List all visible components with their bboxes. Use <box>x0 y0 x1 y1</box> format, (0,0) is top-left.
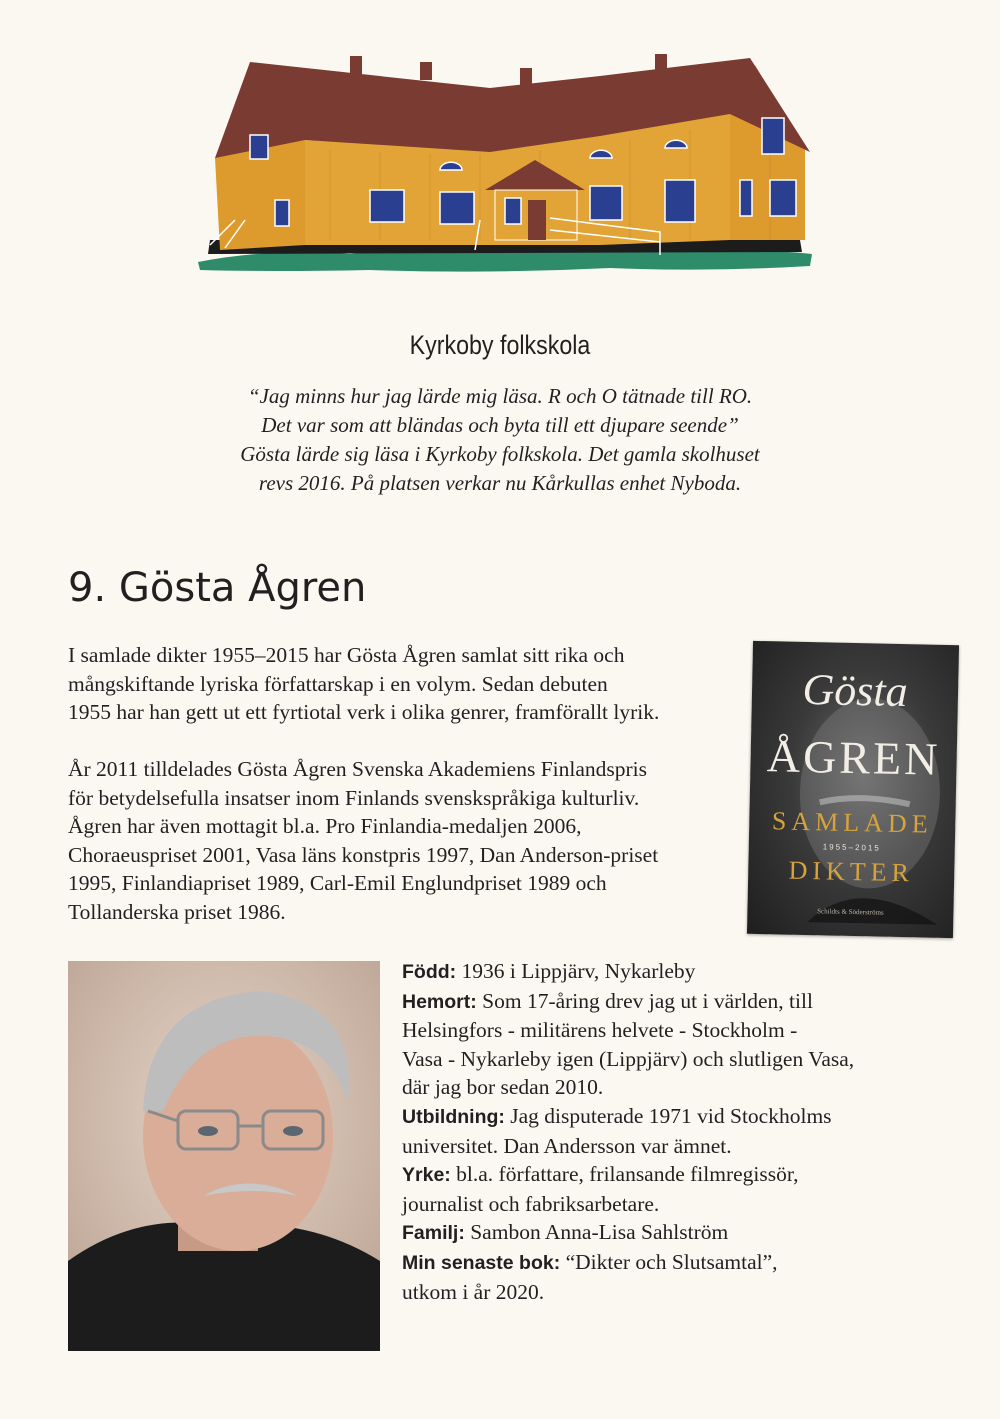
book-cover <box>747 641 959 938</box>
job-value: bl.a. författare, frilansande filmregissör, <box>450 1162 799 1187</box>
quote-line: Det var som att bländas och byta till ett djupare seende” <box>261 413 739 437</box>
home-label: Hemort: <box>402 990 477 1013</box>
job-value: journalist och fabriksarbetare. <box>402 1191 660 1216</box>
book-title-top: SAMLADE <box>771 806 933 839</box>
born-label: Född: <box>402 961 457 983</box>
caption-title: Kyrkoby folkskola <box>409 330 591 360</box>
latest-book-label: Min senaste bok: <box>402 1251 561 1274</box>
quote-line: revs 2016. På platsen verkar nu Kårkullas enhet Nyboda. <box>258 471 742 495</box>
quote-line: “Jag minns hur jag lärde mig läsa. R och O tätnade till RO. <box>247 384 753 408</box>
home-value: Som 17-åring drev jag ut i världen, till <box>476 988 813 1013</box>
latest-book-value: utkom i år 2020. <box>402 1279 545 1304</box>
family-label: Familj: <box>402 1222 465 1245</box>
paragraph-line: Tollanderska priset 1986. <box>68 899 286 924</box>
home-value: Helsingfors - militärens helvete - Stockholm - <box>402 1018 798 1043</box>
book-years: 1955–2015 <box>822 842 881 853</box>
author-portrait <box>68 961 380 1351</box>
paragraph-line: 1955 har han gett ut ett fyrtiotal verk i olika genrer, framförallt lyrik. <box>68 700 660 725</box>
awards-paragraph <box>68 755 748 927</box>
home-value: där jag bor sedan 2010. <box>402 1075 604 1100</box>
caption-quote <box>180 382 820 498</box>
quote-line: Gösta lärde sig läsa i Kyrkoby folkskola. Det gamla skolhuset <box>240 442 760 466</box>
education-label: Utbildning: <box>402 1105 505 1128</box>
book-publisher: Schildts & Söderströms <box>817 907 884 917</box>
paragraph-line: År 2011 tilldelades Gösta Ågren Svenska Akademiens Finlandspris <box>68 757 648 781</box>
paragraph-line: Choraeuspriset 2001, Vasa läns konstpris 1997, Dan Anderson-priset <box>68 842 659 867</box>
job-label: Yrke: <box>402 1164 451 1187</box>
born-value: 1936 i Lippjärv, Nykarleby <box>456 959 696 983</box>
book-author-first: Gösta <box>802 664 909 717</box>
paragraph-line: Ågren har även mottagit bl.a. Pro Finlandia-medaljen 2006, <box>68 814 582 839</box>
family-value: Sambon Anna-Lisa Sahlström <box>464 1220 729 1245</box>
paragraph-line: för betydelsefulla insatser inom Finlands svenskspråkiga kulturliv. <box>68 785 640 810</box>
paragraph-line: mångskiftande lyriska författarskap i en volym. Sedan debuten <box>68 671 608 696</box>
school-house-illustration <box>190 40 820 280</box>
education-value: universitet. Dan Andersson var ämnet. <box>402 1133 732 1158</box>
book-title-bottom: DIKTER <box>788 855 915 888</box>
education-value: Jag disputerade 1971 vid Stockholms <box>504 1103 832 1128</box>
home-value: Vasa - Nykarleby igen (Lippjärv) och slutligen Vasa, <box>402 1046 855 1071</box>
section-heading: 9. Gösta Ågren <box>68 565 367 611</box>
intro-paragraph <box>68 641 748 727</box>
book-author-last: ÅGREN <box>766 730 941 785</box>
paragraph-line: 1995, Finlandiapriset 1989, Carl-Emil Englundpriset 1989 och <box>68 871 607 896</box>
latest-book-value: “Dikter och Slutsamtal”, <box>560 1249 778 1274</box>
author-facts <box>402 957 922 1306</box>
paragraph-line: I samlade dikter 1955–2015 har Gösta Ågren samlat sitt rika och <box>68 643 625 667</box>
